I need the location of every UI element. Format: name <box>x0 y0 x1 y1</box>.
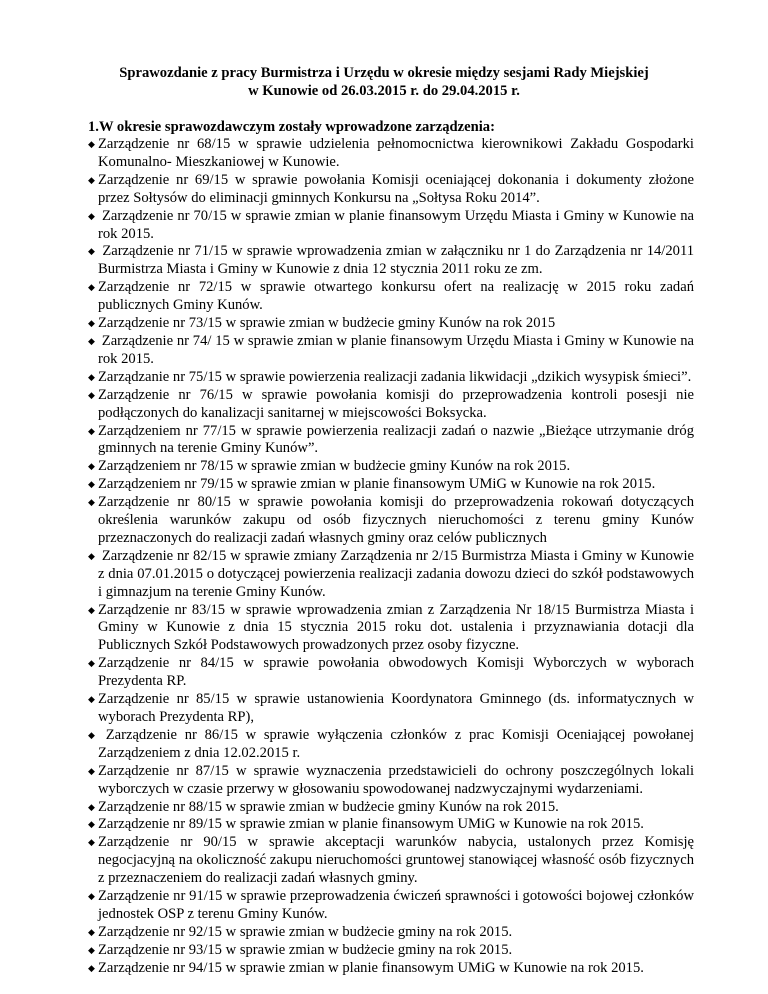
document-title <box>60 64 708 100</box>
list-item-text: Zarządzenie nr 82/15 w sprawie zmiany Zarządzenia nr 2/15 Burmistrza Miasta i Gminy w Kunowie z dnia 07.01.2015 o dotyczącej powierzenia realizacji zadania dowozu dzieci do szkół podstawowych i gimnazjum na terenie Gminy Kunów. <box>98 547 694 600</box>
diamond-bullet-icon: ◆ <box>88 282 95 293</box>
list-item <box>88 387 694 423</box>
list-item-text: Zarządzenie nr 72/15 w sprawie otwartego konkursu ofert na realizację w 2015 roku zadań publicznych Gminy Kunów. <box>98 279 694 314</box>
list-item <box>88 369 694 387</box>
list-item-text: Zarządzenie nr 76/15 w sprawie powołania komisji do przeprowadzenia kontroli posesji nie podłączonych do kanalizacji sanitarnej w miejscowości Boksycka. <box>98 386 694 421</box>
list-item-text: Zarządzenie nr 74/ 15 w sprawie zmian w planie finansowym Urzędu Miasta i Gminy w Kunowie na rok 2015. <box>98 332 694 367</box>
diamond-bullet-icon: ◆ <box>88 550 95 561</box>
list-item-text: Zarządzenie nr 83/15 w sprawie wprowadzenia zmian z Zarządzenia Nr 18/15 Burmistrza Miasta i Gminy w Kunowie z dnia 15 stycznia 2015 roku dot. ustalenia i przyznawiania dotacji dla Publicznych Szkół Podstawowych prowadzonych przez osoby fizyczne. <box>98 601 694 654</box>
list-item-text: Zarządzenie nr 94/15 w sprawie zmian w planie finansowym UMiG w Kunowie na rok 2015. <box>98 959 644 976</box>
list-item <box>88 136 694 172</box>
list-item-text: Zarządzenie nr 84/15 w sprawie powołania obwodowych Komisji Wyborczych w wyborach Prezydenta RP. <box>98 655 694 690</box>
diamond-bullet-icon: ◆ <box>88 926 95 937</box>
diamond-bullet-icon: ◆ <box>88 210 95 221</box>
diamond-bullet-icon: ◆ <box>88 819 95 830</box>
list-item <box>88 727 694 763</box>
ordinance-list <box>88 136 694 978</box>
title-line-2: w Kunowie od 26.03.2015 r. do 29.04.2015 r. <box>248 83 520 99</box>
list-item <box>88 423 694 459</box>
list-item-text: Zarządzenie nr 80/15 w sprawie powołania komisji do przeprowadzenia rokowań dotyczących określenia warunków zakupu od osób fizycznych nieruchomości z terenu gminy Kunów przeznaczonych do realizacji zadań własnych gminy oraz celów publicznych <box>98 494 694 546</box>
diamond-bullet-icon: ◆ <box>88 335 95 346</box>
list-item <box>88 763 694 799</box>
list-item-text: Zarządzenie nr 87/15 w sprawie wyznaczenia przedstawicieli do ochrony poszczególnych lokali wyborczych w czasie przerwy w głosowaniu spowodowanej nadzwyczajnymi wydarzeniami. <box>98 762 694 797</box>
list-item <box>88 834 694 888</box>
diamond-bullet-icon: ◆ <box>88 604 95 615</box>
diamond-bullet-icon: ◆ <box>88 479 95 490</box>
list-item-text: Zarządzeniem nr 79/15 w sprawie zmian w planie finansowym UMiG w Kunowie na rok 2015. <box>98 476 656 493</box>
list-item <box>88 208 694 244</box>
list-item-text: Zarządzenie nr 68/15 w sprawie udzielenia pełnomocnictwa kierownikowi Zakładu Gospodarki Komunalno- Mieszkaniowej w Kunowie. <box>98 136 694 170</box>
list-item-text: Zarządzenie nr 88/15 w sprawie zmian w budżecie gminy Kunów na rok 2015. <box>98 798 559 815</box>
list-item-text: Zarządzanie nr 75/15 w sprawie powierzenia realizacji zadania likwidacji „dzikich wysypisk śmieci”. <box>98 368 692 385</box>
list-item <box>88 458 694 476</box>
list-item <box>88 333 694 369</box>
diamond-bullet-icon: ◆ <box>88 658 95 669</box>
list-item-text: Zarządzenie nr 89/15 w sprawie zmian w planie finansowym UMiG w Kunowie na rok 2015. <box>98 816 644 833</box>
diamond-bullet-icon: ◆ <box>88 729 95 740</box>
list-item-text: Zarządzenie nr 93/15 w sprawie zmian w budżecie gminy na rok 2015. <box>98 941 513 958</box>
diamond-bullet-icon: ◆ <box>88 318 95 329</box>
list-item-text: Zarządzenie nr 69/15 w sprawie powołania Komisji oceniającej dokonania i dokumenty złożone przez Sołtysów do eliminacji gminnych Konkursu na „Sołtysa Roku 2014”. <box>98 171 694 206</box>
list-item <box>88 548 694 602</box>
diamond-bullet-icon: ◆ <box>88 371 95 382</box>
list-item-text: Zarządzenie nr 71/15 w sprawie wprowadzenia zmian w załączniku nr 1 do Zarządzenia nr 14/2011 Burmistrza Miasta i Gminy w Kunowie z dnia 12 stycznia 2011 roku ze zm. <box>98 243 694 278</box>
diamond-bullet-icon: ◆ <box>88 497 95 508</box>
title-line-1: Sprawozdanie z pracy Burmistrza i Urzędu w okresie między sesjami Rady Miejskiej <box>119 65 649 81</box>
section-heading: 1.W okresie sprawozdawczym zostały wprowadzone zarządzenia: <box>88 119 495 135</box>
list-item <box>88 960 694 978</box>
diamond-bullet-icon: ◆ <box>88 461 95 472</box>
list-item-text: Zarządzenie nr 85/15 w sprawie ustanowienia Koordynatora Gminnego (ds. informatycznych w wyborach Prezydenta RP), <box>98 691 694 725</box>
diamond-bullet-icon: ◆ <box>88 389 95 400</box>
diamond-bullet-icon: ◆ <box>88 694 95 705</box>
list-item-text: Zarządzenie nr 70/15 w sprawie zmian w planie finansowym Urzędu Miasta i Gminy w Kunowie na rok 2015. <box>98 207 694 242</box>
list-item <box>88 172 694 208</box>
list-item <box>88 691 694 727</box>
diamond-bullet-icon: ◆ <box>88 425 95 436</box>
list-item <box>88 243 694 279</box>
list-item <box>88 279 694 315</box>
list-item <box>88 888 694 924</box>
diamond-bullet-icon: ◆ <box>88 837 95 848</box>
list-item-text: Zarządzenie nr 86/15 w sprawie wyłączenia członków z prac Komisji Oceniającej powołanej Zarządzeniem z dnia 12.02.2015 r. <box>98 726 694 761</box>
diamond-bullet-icon: ◆ <box>88 246 95 257</box>
list-item <box>88 655 694 691</box>
diamond-bullet-icon: ◆ <box>88 139 95 149</box>
list-item-text: Zarządzeniem nr 77/15 w sprawie powierzenia realizacji zadań o nazwie „Bieżące utrzymanie dróg gminnych na terenie Gminy Kunów”. <box>98 422 694 457</box>
list-item <box>88 315 694 333</box>
diamond-bullet-icon: ◆ <box>88 174 95 185</box>
diamond-bullet-icon: ◆ <box>88 962 95 973</box>
list-item <box>88 476 694 494</box>
list-item-text: Zarządzenie nr 90/15 w sprawie akceptacji warunków nabycia, ustalonych przez Komisję negocjacyjną na okoliczność zakupu nieruchomości gruntowej stanowiącej własność osób fizycznych z przeznaczeniem do realizacji zadań własnych gminy. <box>98 834 694 887</box>
diamond-bullet-icon: ◆ <box>88 891 95 902</box>
diamond-bullet-icon: ◆ <box>88 801 95 812</box>
list-item <box>88 924 694 942</box>
diamond-bullet-icon: ◆ <box>88 765 95 776</box>
list-item <box>88 494 694 548</box>
list-item-text: Zarządzenie nr 73/15 w sprawie zmian w budżecie gminy Kunów na rok 2015 <box>98 315 556 332</box>
list-item-text: Zarządzenie nr 92/15 w sprawie zmian w budżecie gminy na rok 2015. <box>98 923 513 940</box>
diamond-bullet-icon: ◆ <box>88 944 95 955</box>
list-item <box>88 816 694 834</box>
list-item-text: Zarządzenie nr 91/15 w sprawie przeprowadzenia ćwiczeń sprawności i gotowości bojowej członków jednostek OSP z terenu Gminy Kunów. <box>98 888 694 922</box>
list-item <box>88 942 694 960</box>
list-item-text: Zarządzeniem nr 78/15 w sprawie zmian w budżecie gminy Kunów na rok 2015. <box>98 458 571 475</box>
list-item <box>88 799 694 817</box>
list-item <box>88 602 694 656</box>
